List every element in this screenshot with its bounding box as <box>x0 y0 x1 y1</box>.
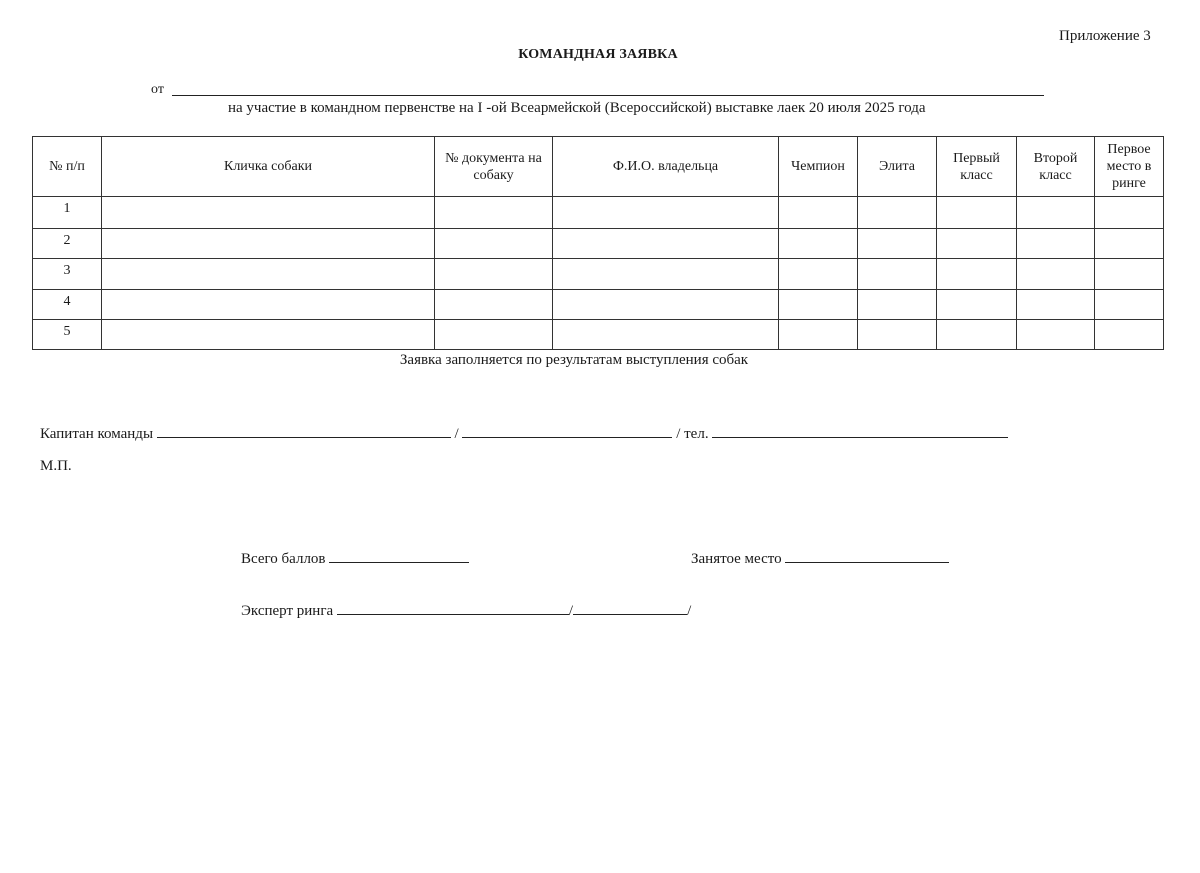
table-cell[interactable] <box>102 229 435 259</box>
table-cell[interactable] <box>102 259 435 289</box>
table-cell[interactable] <box>937 319 1017 349</box>
table-cell[interactable] <box>1095 319 1164 349</box>
appendix-label: Приложение 3 <box>1059 28 1151 44</box>
table-cell[interactable] <box>553 289 779 319</box>
captain-label: Капитан команды <box>40 426 154 442</box>
table-cell[interactable] <box>937 289 1017 319</box>
captain-field <box>40 423 1008 443</box>
table-cell[interactable] <box>937 229 1017 259</box>
table-cell[interactable] <box>858 319 937 349</box>
table-cell[interactable] <box>553 259 779 289</box>
captain-name-line[interactable] <box>157 423 451 438</box>
table-row <box>33 289 1164 319</box>
separator-slash: / <box>454 426 459 442</box>
column-header: Элита <box>858 137 937 197</box>
table-cell[interactable] <box>937 197 1017 229</box>
ring-expert-label: Эксперт ринга <box>241 603 334 619</box>
table-row <box>33 319 1164 349</box>
table-cell[interactable] <box>435 259 553 289</box>
row-number: 4 <box>33 289 102 319</box>
column-header: № документа на собаку <box>435 137 553 197</box>
separator-slash: / <box>568 603 574 619</box>
table-cell[interactable] <box>937 259 1017 289</box>
separator-slash: / <box>687 603 692 619</box>
column-header: Первое место в ринге <box>1095 137 1164 197</box>
phone-line[interactable] <box>712 423 1008 438</box>
total-points-field <box>241 548 469 568</box>
column-header: Чемпион <box>779 137 858 197</box>
table-cell[interactable] <box>1017 289 1095 319</box>
column-header: Кличка собаки <box>102 137 435 197</box>
fill-note: Заявка заполняется по результатам выступления собак <box>399 352 749 368</box>
row-number: 2 <box>33 229 102 259</box>
table-cell[interactable] <box>102 289 435 319</box>
table-row <box>33 259 1164 289</box>
table-cell[interactable] <box>1095 259 1164 289</box>
participation-text: на участие в командном первенстве на I -ой Всеармейской (Всероссийской) выставке лаек 20 июля 2025 года <box>228 100 926 116</box>
captain-signature-line[interactable] <box>462 423 672 438</box>
table-cell[interactable] <box>553 197 779 229</box>
table-row <box>33 197 1164 229</box>
place-field <box>691 548 949 568</box>
table-cell[interactable] <box>1017 197 1095 229</box>
ring-expert-name-line[interactable] <box>337 600 569 615</box>
document-title: КОМАНДНАЯ ЗАЯВКА <box>518 47 678 62</box>
column-header: Первый класс <box>937 137 1017 197</box>
table-cell[interactable] <box>858 259 937 289</box>
table-cell[interactable] <box>553 229 779 259</box>
table-cell[interactable] <box>858 289 937 319</box>
row-number: 5 <box>33 319 102 349</box>
table-cell[interactable] <box>858 197 937 229</box>
table-cell[interactable] <box>435 319 553 349</box>
phone-label: / тел. <box>676 426 709 442</box>
table-cell[interactable] <box>102 197 435 229</box>
table-cell[interactable] <box>553 319 779 349</box>
stamp-place-label: М.П. <box>40 458 72 474</box>
table-cell[interactable] <box>1095 197 1164 229</box>
table-cell[interactable] <box>779 319 858 349</box>
column-header: Второй класс <box>1017 137 1095 197</box>
table-cell[interactable] <box>1095 289 1164 319</box>
column-header: № п/п <box>33 137 102 197</box>
table-cell[interactable] <box>779 197 858 229</box>
table-cell[interactable] <box>779 259 858 289</box>
total-points-line[interactable] <box>329 548 469 563</box>
table-cell[interactable] <box>779 289 858 319</box>
table-cell[interactable] <box>1017 319 1095 349</box>
row-number: 3 <box>33 259 102 289</box>
table-row <box>33 229 1164 259</box>
place-label: Занятое место <box>691 551 782 567</box>
table-header-row <box>33 137 1164 197</box>
place-line[interactable] <box>785 548 949 563</box>
table-cell[interactable] <box>1095 229 1164 259</box>
table-cell[interactable] <box>102 319 435 349</box>
table-cell[interactable] <box>435 289 553 319</box>
table-cell[interactable] <box>858 229 937 259</box>
ring-expert-field <box>241 600 691 620</box>
table-cell[interactable] <box>435 197 553 229</box>
from-fill-line[interactable] <box>172 95 1044 96</box>
from-label: от <box>151 82 164 97</box>
team-application-table <box>32 136 1164 350</box>
table-cell[interactable] <box>779 229 858 259</box>
table-cell[interactable] <box>435 229 553 259</box>
total-points-label: Всего баллов <box>241 551 326 567</box>
ring-expert-signature-line[interactable] <box>573 600 687 615</box>
row-number: 1 <box>33 197 102 229</box>
column-header: Ф.И.О. владельца <box>553 137 779 197</box>
table-cell[interactable] <box>1017 259 1095 289</box>
table-cell[interactable] <box>1017 229 1095 259</box>
